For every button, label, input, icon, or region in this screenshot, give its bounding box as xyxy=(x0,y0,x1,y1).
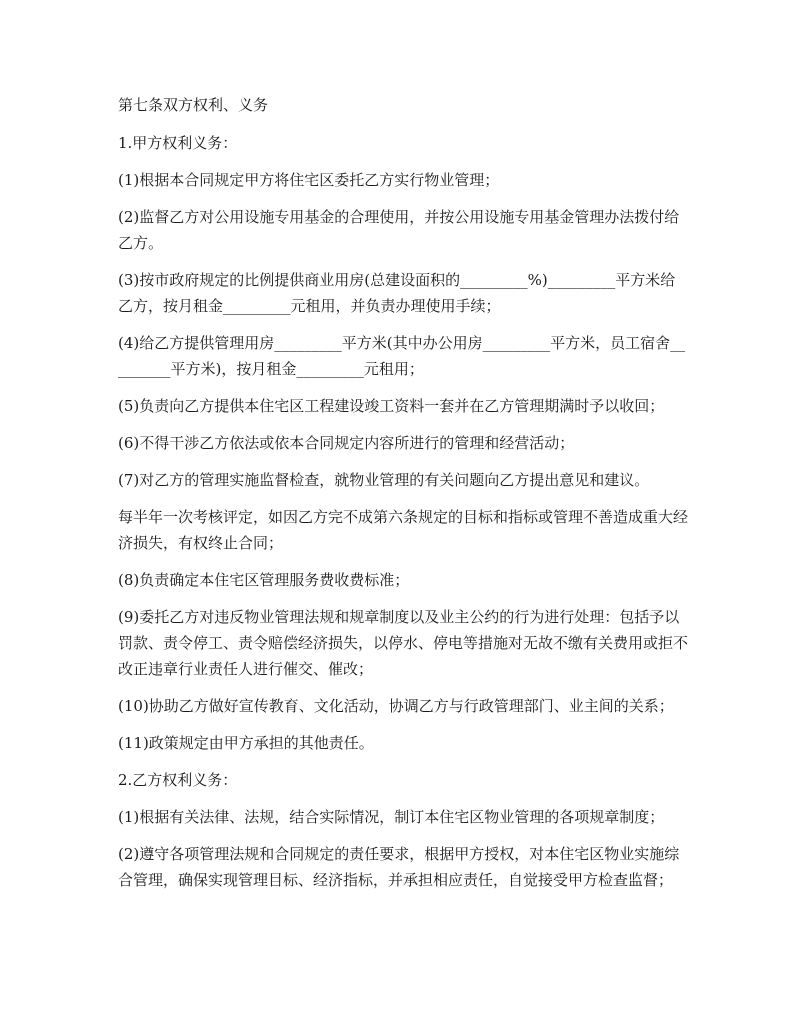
clause-a-3: (3)按市政府规定的比例提供商业用房(总建设面积的_________%)_________平方米给乙方，按月租金_________元租用，并负责办理使用手续； xyxy=(118,271,676,315)
clause-a-7: (7)对乙方的管理实施监督检查，就物业管理的有关问题向乙方提出意见和建议。 xyxy=(118,471,650,489)
clause-b-1: (1)根据有关法律、法规，结合实际情况，制订本住宅区物业管理的各项规章制度； xyxy=(118,808,665,826)
clause-a-2: (2)监督乙方对公用设施专用基金的合理使用，并按公用设施专用基金管理办法拨付给乙方。 xyxy=(118,208,680,252)
document-body xyxy=(118,92,690,904)
clause-a-8: (8)负责确定本住宅区管理服务费收费标准； xyxy=(118,571,410,589)
article-heading: 第七条双方权利、义务 xyxy=(118,96,269,114)
clause-a-7-continued: 每半年一次考核评定，如因乙方完不成第六条规定的目标和指标或管理不善造成重大经济损失，有权终止合同； xyxy=(118,508,689,552)
clause-a-1: (1)根据本合同规定甲方将住宅区委托乙方实行物业管理； xyxy=(118,171,500,189)
section-heading-party-a: 1.甲方权利义务： xyxy=(118,134,238,152)
clause-a-4: (4)给乙方提供管理用房_________平方米(其中办公用房_________平方米，员工宿舍_________平方米)，按月租金_________元租用； xyxy=(118,334,686,378)
clause-a-5: (5)负责向乙方提供本住宅区工程建设竣工资料一套并在乙方管理期满时予以收回； xyxy=(118,397,665,415)
clause-a-11: (11)政策规定由甲方承担的其他责任。 xyxy=(118,734,374,752)
clause-a-6: (6)不得干涉乙方依法或依本合同规定内容所进行的管理和经营活动； xyxy=(118,434,575,452)
section-heading-party-b: 2.乙方权利义务： xyxy=(118,771,238,789)
clause-a-10: (10)协助乙方做好宣传教育、文化活动，协调乙方与行政管理部门、业主间的关系； xyxy=(118,697,674,715)
clause-b-2: (2)遵守各项管理法规和合同规定的责任要求，根据甲方授权，对本住宅区物业实施综合管理，确保实现管理目标、经济指标，并承担相应责任，自觉接受甲方检查监督； xyxy=(118,845,680,889)
clause-a-9: (9)委托乙方对违反物业管理法规和规章制度以及业主公约的行为进行处理：包括予以罚款、责令停工、责令赔偿经济损失，以停水、停电等措施对无故不缴有关费用或拒不改正违章行业责任人进行催交、催改； xyxy=(118,608,689,678)
